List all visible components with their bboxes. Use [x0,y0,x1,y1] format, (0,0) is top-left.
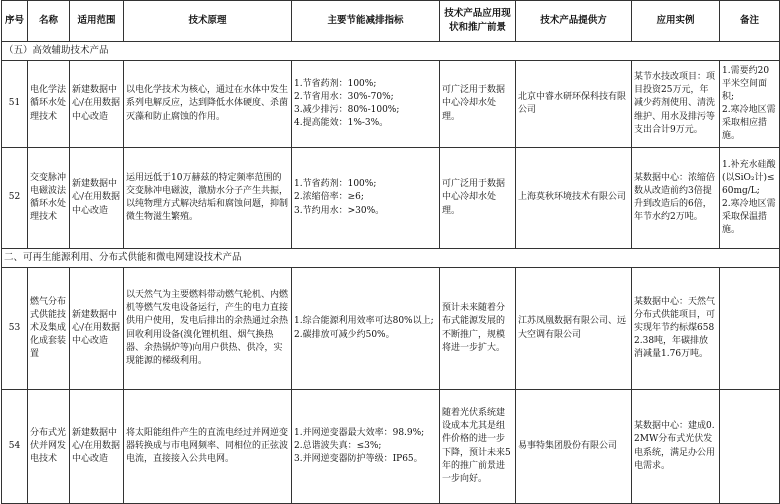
indicator-line: 3.并网逆变器防护等级：IP65。 [294,454,423,465]
row-num: 53 [2,268,28,390]
remark-line: 1.需要约20平米空间面积; [722,65,770,102]
row-example: 某节水技改项目：项目投资25万元，年减少药剂使用、清洗维护、用水及排污等支出合计9万元。 [632,61,720,148]
row-num: 52 [2,148,28,249]
section-row-5 [2,42,780,61]
table-row [2,268,780,390]
section-title-efficient-auxiliary: （五）高效辅助技术产品 [2,42,780,61]
row-indicators [292,61,440,148]
remark-line: 2.寒冷地区需采取相应措施。 [722,105,776,142]
section-row-2 [2,249,780,268]
table-header-row [2,1,780,42]
header-num: 序号 [2,1,28,42]
row-principle: 将太阳能组件产生的直流电经过并网逆变器转换成与市电网频率、同相位的正弦波电流，直接接入公共电网。 [124,390,292,504]
remark-line: 1.补充水硅酸(以SiO₂计)≤60mg/L; [722,159,776,196]
row-provider: 江苏凤凰数据有限公司、远大空调有限公司 [516,268,632,390]
table-row [2,61,780,148]
row-scope: 新建数据中心/在用数据中心改造 [70,148,124,249]
row-indicators [292,390,440,504]
row-prospect: 可广泛用于数据中心冷却水处理。 [440,61,516,148]
row-indicators [292,148,440,249]
row-indicators [292,268,440,390]
indicator-line: 1.节省药剂：100%; [294,78,377,89]
indicator-line: 2.浓缩倍率：≥6; [294,192,364,203]
indicator-line: 4.提高能效：1%-3%。 [294,118,389,129]
row-principle: 以电化学技术为核心，通过在水体中发生系列电解反应，达到降低水体硬度、杀菌灭藻和防止腐蚀的作用。 [124,61,292,148]
indicator-line: 2.碳排放可减少约50%。 [294,329,395,340]
row-prospect: 预计未来随着分布式能源发展的不断推广，规模将进一步扩大。 [440,268,516,390]
row-num: 54 [2,390,28,504]
header-name: 名称 [28,1,70,42]
row-prospect: 随着光伏系统建设成本尤其是组件价格的进一步下降，预计未来5年的推广前景进一步向好。 [440,390,516,504]
row-provider: 易事特集团股份有限公司 [516,390,632,504]
header-prospect: 技术产品应用现状和推广前景 [440,1,516,42]
header-principle: 技术原理 [124,1,292,42]
row-remarks [720,390,780,504]
remark-line: 2.寒冷地区需采取保温措施。 [722,199,776,236]
row-scope: 新建数据中心/在用数据中心改造 [70,61,124,148]
row-example: 某数据中心：浓缩倍数从改造前约3倍提升到改造后的6倍，年节水约2万吨。 [632,148,720,249]
indicator-line: 1.节省药剂：100%; [294,179,377,190]
row-num: 51 [2,61,28,148]
row-remarks [720,61,780,148]
row-remarks [720,268,780,390]
row-name: 分布式光伏并网发电技术 [28,390,70,504]
header-provider: 技术产品提供方 [516,1,632,42]
row-scope: 新建数据中心/在用数据中心改造 [70,390,124,504]
row-principle: 以天然气为主要燃料带动燃气轮机、内燃机等燃气发电设备运行，产生的电力直接供用户使用，发电后排出的余热通过余热回收利用设备(溴化锂机组、烟气换热器、余热锅炉等)向用户供热、供冷，实现能源的梯级利用。 [124,268,292,390]
row-prospect: 可广泛用于数据中心冷却水处理。 [440,148,516,249]
section-title-renewable-energy: 二、可再生能源利用、分布式供能和微电网建设技术产品 [2,249,780,268]
row-example: 某数据中心：天然气分布式供能项目，可实现年节约标煤6582.38吨，年碳排放消减量1.76万吨。 [632,268,720,390]
tech-catalog-table [1,0,780,504]
indicator-line: 2.总谐波失真：≤3%; [294,440,382,451]
row-provider: 北京中睿水研环保科技有限公司 [516,61,632,148]
row-principle: 运用远低于10万赫兹的特定频率范围的交变脉冲电磁波，激励水分子产生共振，以纯物理方式解决结垢和腐蚀问题，抑制微生物滋生繁殖。 [124,148,292,249]
row-scope: 新建数据中心/在用数据中心改造 [70,268,124,390]
header-indicators: 主要节能减排指标 [292,1,440,42]
indicator-line: 1.并网逆变器最大效率：98.9%; [294,427,425,438]
table-row [2,148,780,249]
row-name: 燃气分布式供能技术及集成化成套装置 [28,268,70,390]
row-name: 电化学法循环水处理技术 [28,61,70,148]
table-row [2,390,780,504]
indicator-line: 2.节省用水：30%-70%; [294,91,394,102]
header-scope: 适用范围 [70,1,124,42]
row-name: 交变脉冲电磁波法循环水处理技术 [28,148,70,249]
row-remarks [720,148,780,249]
row-example: 某数据中心：建成0.2MW分布式光伏发电系统，满足办公用电需求。 [632,390,720,504]
indicator-line: 3.节约用水：>30%。 [294,205,385,216]
indicator-line: 1.综合能源利用效率可达80%以上; [294,316,434,327]
header-example: 应用实例 [632,1,720,42]
row-provider: 上海莫秋环境技术有限公司 [516,148,632,249]
header-remarks: 备注 [720,1,780,42]
indicator-line: 3.减少排污：80%-100%; [294,105,400,115]
